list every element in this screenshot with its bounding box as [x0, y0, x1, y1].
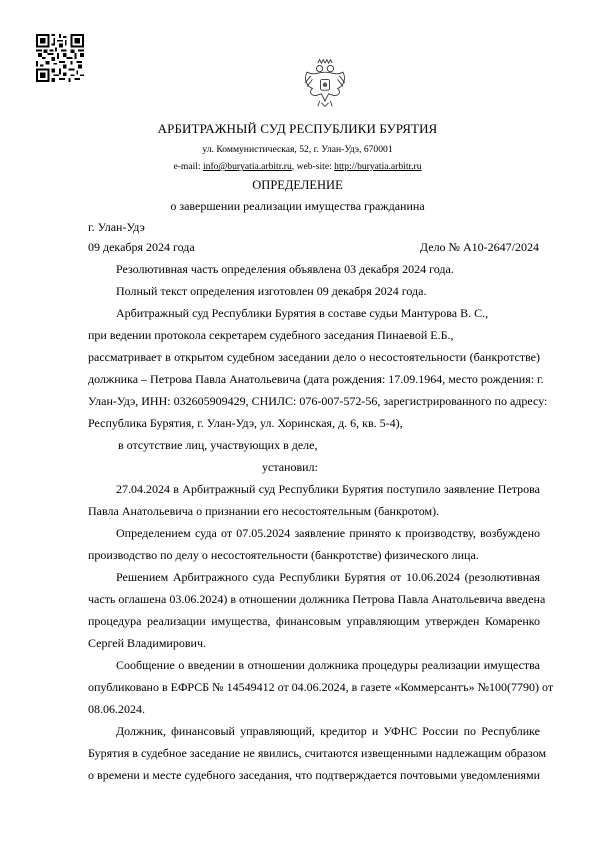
body-line: Республика Бурятия, г. Улан-Удэ, ул. Хоринская, д. 6, кв. 5-4), — [88, 416, 403, 430]
document-type: ОПРЕДЕЛЕНИЕ — [252, 178, 343, 192]
body-line: в отсутствие лиц, участвующих в деле, — [118, 438, 318, 452]
body-line: часть оглашена 03.06.2024) в отношении должника Петрова Павла Анатольевича введена — [88, 592, 546, 606]
website-label: , web-site: — [291, 161, 335, 172]
body-line: Резолютивная часть определения объявлена 03 декабря 2024 года. — [116, 262, 454, 276]
case-number: Дело № А10-2647/2024 — [419, 240, 539, 254]
body-line: о времени и месте судебного заседания, что подтверждается почтовыми уведомлениями — [88, 768, 540, 782]
body-line: рассматривает в открытом судебном заседании дело о несостоятельности (банкротстве) — [88, 350, 540, 364]
body-line: Бурятия в судебное заседание не явились, считаются извещенными надлежащим образом — [88, 746, 547, 760]
body-line: Улан-Удэ, ИНН: 032605909429, СНИЛС: 076-007-572-56, зарегистрированного по адресу: — [88, 394, 548, 408]
body-line: при ведении протокола секретарем судебного заседания Пинаевой Е.Б., — [88, 328, 454, 342]
body-line: Арбитражный суд Республики Бурятия в составе судьи Мантурова В. С., — [116, 306, 489, 320]
court-contacts — [0, 161, 595, 172]
document-date: 09 декабря 2024 года — [88, 240, 195, 254]
body-line: Павла Анатольевича о признании его несостоятельным (банкротом). — [88, 504, 440, 518]
coat-of-arms-emblem — [298, 56, 352, 110]
court-address: ул. Коммунистическая, 52, г. Улан-Удэ, 670001 — [202, 144, 393, 155]
section-heading-established: установил: — [262, 460, 318, 474]
body-line: Решением Арбитражного суда Республики Бурятия от 10.06.2024 (резолютивная — [116, 570, 540, 584]
body-line: Полный текст определения изготовлен 09 декабря 2024 года. — [116, 284, 427, 298]
body-line: производство по делу о несостоятельности (банкротстве) физического лица. — [88, 548, 479, 562]
body-line: Определением суда от 07.05.2024 заявление принято к производству, возбуждено — [116, 526, 540, 540]
qr-code — [36, 34, 84, 82]
website-link[interactable]: http://buryatia.arbitr.ru — [334, 161, 422, 172]
body-line: 27.04.2024 в Арбитражный суд Республики Бурятия поступило заявление Петрова — [116, 482, 540, 496]
court-name: АРБИТРАЖНЫЙ СУД РЕСПУБЛИКИ БУРЯТИЯ — [157, 121, 438, 136]
city: г. Улан-Удэ — [88, 220, 145, 234]
body-line: опубликовано в ЕФРСБ № 14549412 от 04.06.2024, в газете «Коммерсантъ» №100(7790) от — [88, 680, 554, 694]
email-label: e-mail: — [173, 161, 204, 172]
body-line: Сергей Владимирович. — [88, 636, 206, 650]
body-line: Сообщение о введении в отношении должника процедуры реализации имущества — [116, 658, 540, 672]
body-line: 08.06.2024. — [88, 702, 145, 716]
email-link[interactable]: info@buryatia.arbitr.ru — [203, 161, 292, 172]
body-line: процедура реализации имущества, финансовым управляющим утвержден Комаренко — [88, 614, 540, 628]
body-line: должника – Петрова Павла Анатольевича (дата рождения: 17.09.1964, место рождения: г. — [88, 372, 544, 386]
document-subject: о завершении реализации имущества гражданина — [170, 199, 425, 213]
body-line: Должник, финансовый управляющий, кредитор и УФНС России по Республике — [116, 724, 540, 738]
